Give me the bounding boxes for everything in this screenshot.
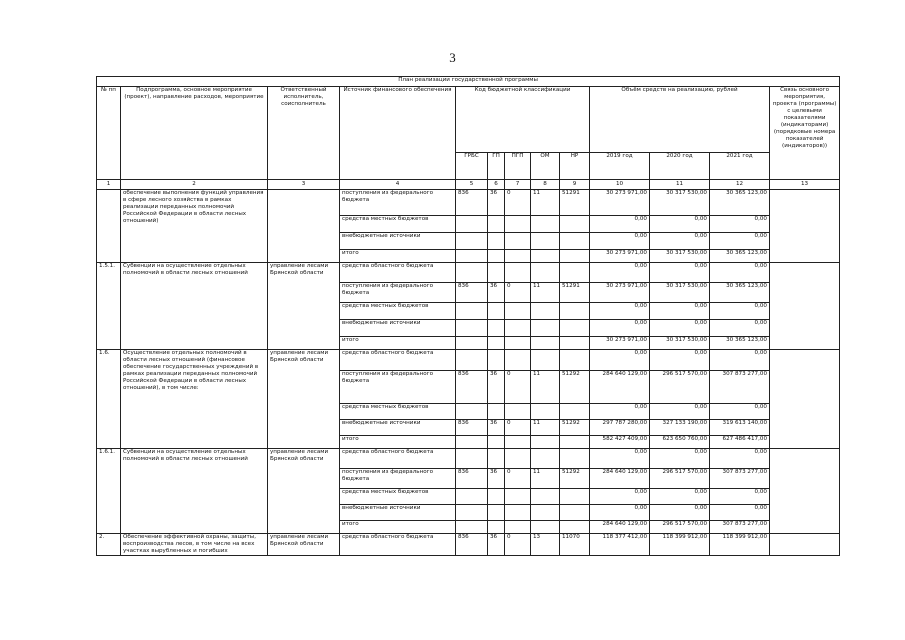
- amount-2020: 0,00: [650, 350, 710, 371]
- item-name: Обеспечение эффективной охраны, защиты, воспроизводства лесов, в том числе на всех участках вырубленных и погибших: [121, 534, 268, 556]
- amount-2019: 0,00: [590, 350, 650, 371]
- code-pgp: [505, 250, 531, 263]
- plan-table: [96, 76, 840, 556]
- amount-2019: 0,00: [590, 489, 650, 505]
- amount-2019: 284 640 129,00: [590, 371, 650, 404]
- code-gp: [488, 216, 505, 233]
- code-om: 11: [531, 469, 560, 489]
- table-body: [97, 190, 840, 556]
- table-row: [97, 263, 840, 283]
- code-gp: 36: [488, 371, 505, 404]
- amount-2019: 0,00: [590, 449, 650, 469]
- code-grbs: [456, 337, 488, 350]
- code-gp: 36: [488, 283, 505, 303]
- code-om: 11: [531, 283, 560, 303]
- amount-2020: 0,00: [650, 404, 710, 420]
- header-nr: НР: [560, 153, 590, 180]
- code-nr: [560, 216, 590, 233]
- code-grbs: [456, 303, 488, 320]
- amount-2020: 0,00: [650, 233, 710, 250]
- amount-2020: 0,00: [650, 263, 710, 283]
- column-number: 7: [505, 180, 531, 190]
- column-number: 12: [710, 180, 770, 190]
- header-gp: ГП: [488, 153, 505, 180]
- amount-2019: 118 377 412,00: [590, 534, 650, 556]
- amount-2020: 296 517 570,00: [650, 371, 710, 404]
- item-number: 1.6.: [97, 350, 121, 449]
- code-nr: [560, 436, 590, 449]
- code-om: [531, 337, 560, 350]
- code-nr: 11070: [560, 534, 590, 556]
- amount-2021: 0,00: [710, 216, 770, 233]
- code-nr: 51292: [560, 371, 590, 404]
- item-name: Осуществление отдельных полномочий в области лесных отношений (финансовое обеспечение государственных учреждений в рамках реализации переданных полномочий Российской Федерации в области лесных отношений), в том числе:: [121, 350, 268, 449]
- column-number: 6: [488, 180, 505, 190]
- funding-source: внебюджетные источники: [340, 505, 456, 521]
- column-number: 5: [456, 180, 488, 190]
- code-gp: [488, 489, 505, 505]
- amount-2021: 0,00: [710, 350, 770, 371]
- code-gp: [488, 303, 505, 320]
- item-number: [97, 190, 121, 263]
- funding-source: средства местных бюджетов: [340, 216, 456, 233]
- amount-2020: 30 317 530,00: [650, 283, 710, 303]
- amount-2019: 0,00: [590, 233, 650, 250]
- code-grbs: [456, 233, 488, 250]
- code-nr: [560, 337, 590, 350]
- code-grbs: 836: [456, 469, 488, 489]
- funding-source: поступления из федерального бюджета: [340, 190, 456, 216]
- funding-source: итого: [340, 337, 456, 350]
- code-nr: [560, 250, 590, 263]
- code-gp: 36: [488, 420, 505, 436]
- code-nr: [560, 404, 590, 420]
- code-nr: [560, 350, 590, 371]
- code-grbs: 836: [456, 420, 488, 436]
- header-om: ОМ: [531, 153, 560, 180]
- funding-source: средства областного бюджета: [340, 534, 456, 556]
- header-volume: Объём средств на реализацию, рублей: [590, 87, 770, 153]
- code-gp: [488, 350, 505, 371]
- code-om: 11: [531, 420, 560, 436]
- code-nr: 51291: [560, 283, 590, 303]
- code-gp: [488, 233, 505, 250]
- column-number: 11: [650, 180, 710, 190]
- amount-2021: 0,00: [710, 233, 770, 250]
- amount-2020: 0,00: [650, 216, 710, 233]
- amount-2020: 30 317 530,00: [650, 337, 710, 350]
- code-om: [531, 449, 560, 469]
- item-executor: управление лесами Брянской области: [268, 263, 340, 350]
- header-subprogram: Подпрограмма, основное мероприятие (проект), направление расходов, мероприятие: [121, 87, 268, 180]
- code-pgp: [505, 233, 531, 250]
- code-pgp: 0: [505, 283, 531, 303]
- code-om: [531, 263, 560, 283]
- amount-2019: 582 427 409,00: [590, 436, 650, 449]
- code-grbs: 836: [456, 283, 488, 303]
- item-executor: управление лесами Брянской области: [268, 534, 340, 556]
- code-pgp: 0: [505, 534, 531, 556]
- code-gp: [488, 449, 505, 469]
- item-indicator-link: [770, 263, 840, 350]
- funding-source: итого: [340, 436, 456, 449]
- amount-2019: 284 640 129,00: [590, 521, 650, 534]
- code-gp: 36: [488, 190, 505, 216]
- code-om: [531, 404, 560, 420]
- item-number: 1.6.1.: [97, 449, 121, 534]
- column-number: 3: [268, 180, 340, 190]
- code-om: [531, 303, 560, 320]
- funding-source: внебюджетные источники: [340, 233, 456, 250]
- funding-source: поступления из федерального бюджета: [340, 469, 456, 489]
- amount-2019: 0,00: [590, 216, 650, 233]
- code-grbs: [456, 320, 488, 337]
- code-nr: [560, 233, 590, 250]
- header-2021: 2021 год: [710, 153, 770, 180]
- amount-2021: 0,00: [710, 263, 770, 283]
- funding-source: средства местных бюджетов: [340, 404, 456, 420]
- code-om: [531, 233, 560, 250]
- code-nr: [560, 320, 590, 337]
- code-nr: 51292: [560, 469, 590, 489]
- code-grbs: 836: [456, 371, 488, 404]
- item-name: Субвенции на осуществление отдельных полномочий в области лесных отношений: [121, 263, 268, 350]
- header-source: Источник финансового обеспечения: [340, 87, 456, 180]
- code-om: [531, 350, 560, 371]
- code-gp: [488, 436, 505, 449]
- code-pgp: [505, 505, 531, 521]
- column-number: 13: [770, 180, 840, 190]
- amount-2019: 0,00: [590, 404, 650, 420]
- column-number: 1: [97, 180, 121, 190]
- amount-2020: 30 317 530,00: [650, 190, 710, 216]
- code-grbs: [456, 350, 488, 371]
- amount-2019: 30 273 971,00: [590, 250, 650, 263]
- header-2019: 2019 год: [590, 153, 650, 180]
- code-pgp: [505, 320, 531, 337]
- code-gp: [488, 320, 505, 337]
- item-executor: управление лесами Брянской области: [268, 350, 340, 449]
- code-om: [531, 505, 560, 521]
- header-2020: 2020 год: [650, 153, 710, 180]
- amount-2019: 0,00: [590, 320, 650, 337]
- amount-2020: 296 517 570,00: [650, 469, 710, 489]
- code-om: [531, 216, 560, 233]
- amount-2021: 0,00: [710, 449, 770, 469]
- code-om: 11: [531, 371, 560, 404]
- amount-2021: 307 873 277,00: [710, 521, 770, 534]
- amount-2021: 118 399 912,00: [710, 534, 770, 556]
- funding-source: поступления из федерального бюджета: [340, 371, 456, 404]
- code-gp: [488, 250, 505, 263]
- amount-2020: 0,00: [650, 489, 710, 505]
- code-pgp: [505, 521, 531, 534]
- code-gp: [488, 263, 505, 283]
- amount-2021: 319 613 140,00: [710, 420, 770, 436]
- code-om: [531, 250, 560, 263]
- funding-source: поступления из федерального бюджета: [340, 283, 456, 303]
- amount-2021: 30 365 123,00: [710, 283, 770, 303]
- code-nr: [560, 263, 590, 283]
- column-number-row: [97, 180, 840, 190]
- funding-source: итого: [340, 250, 456, 263]
- header-executor: Ответственный исполнитель, соисполнитель: [268, 87, 340, 180]
- amount-2019: 0,00: [590, 263, 650, 283]
- code-om: [531, 521, 560, 534]
- amount-2020: 0,00: [650, 449, 710, 469]
- code-pgp: [505, 350, 531, 371]
- amount-2020: 296 517 570,00: [650, 521, 710, 534]
- code-grbs: [456, 449, 488, 469]
- amount-2019: 30 273 971,00: [590, 190, 650, 216]
- amount-2020: 0,00: [650, 320, 710, 337]
- code-pgp: [505, 449, 531, 469]
- amount-2021: 0,00: [710, 505, 770, 521]
- code-nr: 51291: [560, 190, 590, 216]
- code-pgp: [505, 436, 531, 449]
- funding-source: средства местных бюджетов: [340, 489, 456, 505]
- page-number: 3: [449, 50, 456, 65]
- amount-2020: 623 650 760,00: [650, 436, 710, 449]
- item-number: 2.: [97, 534, 121, 556]
- amount-2020: 118 399 912,00: [650, 534, 710, 556]
- amount-2021: 0,00: [710, 404, 770, 420]
- table-row: [97, 350, 840, 371]
- funding-source: средства областного бюджета: [340, 350, 456, 371]
- code-nr: [560, 449, 590, 469]
- amount-2019: 0,00: [590, 303, 650, 320]
- code-grbs: [456, 404, 488, 420]
- code-gp: 36: [488, 534, 505, 556]
- amount-2020: 327 133 190,00: [650, 420, 710, 436]
- code-nr: [560, 489, 590, 505]
- item-indicator-link: [770, 350, 840, 449]
- header-budget-code: Код бюджетной классификации: [456, 87, 590, 153]
- code-gp: [488, 521, 505, 534]
- code-pgp: 0: [505, 420, 531, 436]
- code-grbs: [456, 521, 488, 534]
- funding-source: внебюджетные источники: [340, 420, 456, 436]
- column-number: 9: [560, 180, 590, 190]
- funding-source: средства областного бюджета: [340, 449, 456, 469]
- code-grbs: 836: [456, 190, 488, 216]
- column-number: 8: [531, 180, 560, 190]
- amount-2021: 0,00: [710, 320, 770, 337]
- item-name: обеспечение выполнения функций управления в сфере лесного хозяйства в рамках реализации переданных полномочий Российской Федерации в области лесных отношений): [121, 190, 268, 263]
- code-grbs: [456, 505, 488, 521]
- code-om: [531, 320, 560, 337]
- code-om: [531, 489, 560, 505]
- code-gp: [488, 505, 505, 521]
- funding-source: средства местных бюджетов: [340, 303, 456, 320]
- amount-2019: 0,00: [590, 505, 650, 521]
- code-pgp: [505, 263, 531, 283]
- code-grbs: [456, 436, 488, 449]
- header-pgp: ПГП: [505, 153, 531, 180]
- code-om: [531, 436, 560, 449]
- table-row: [97, 190, 840, 216]
- column-number: 10: [590, 180, 650, 190]
- amount-2020: 0,00: [650, 505, 710, 521]
- amount-2021: 30 365 123,00: [710, 337, 770, 350]
- code-pgp: [505, 489, 531, 505]
- code-grbs: 836: [456, 534, 488, 556]
- amount-2019: 30 273 971,00: [590, 283, 650, 303]
- amount-2020: 30 317 530,00: [650, 250, 710, 263]
- amount-2021: 627 486 417,00: [710, 436, 770, 449]
- code-gp: [488, 337, 505, 350]
- item-number: 1.5.1.: [97, 263, 121, 350]
- funding-source: итого: [340, 521, 456, 534]
- amount-2021: 30 365 123,00: [710, 190, 770, 216]
- code-nr: [560, 505, 590, 521]
- code-gp: 36: [488, 469, 505, 489]
- code-om: 13: [531, 534, 560, 556]
- amount-2021: 0,00: [710, 489, 770, 505]
- amount-2021: 0,00: [710, 303, 770, 320]
- code-pgp: [505, 303, 531, 320]
- code-om: 11: [531, 190, 560, 216]
- code-grbs: [456, 263, 488, 283]
- amount-2019: 297 787 280,00: [590, 420, 650, 436]
- column-number: 4: [340, 180, 456, 190]
- code-pgp: 0: [505, 469, 531, 489]
- funding-source: внебюджетные источники: [340, 320, 456, 337]
- code-grbs: [456, 216, 488, 233]
- item-indicator-link: [770, 449, 840, 534]
- table-row: [97, 449, 840, 469]
- header-link: Связь основного мероприятия, проекта (программы) с целевыми показателями (индикаторами) (порядковые номера показателей (индикаторов)): [770, 87, 840, 180]
- amount-2021: 307 873 277,00: [710, 371, 770, 404]
- code-pgp: [505, 404, 531, 420]
- column-number: 2: [121, 180, 268, 190]
- code-pgp: [505, 337, 531, 350]
- funding-source: средства областного бюджета: [340, 263, 456, 283]
- header-num: № пп: [97, 87, 121, 180]
- item-indicator-link: [770, 534, 840, 556]
- amount-2019: 284 640 129,00: [590, 469, 650, 489]
- code-grbs: [456, 489, 488, 505]
- code-nr: [560, 303, 590, 320]
- amount-2020: 0,00: [650, 303, 710, 320]
- table-title: План реализации государственной программы: [97, 77, 840, 87]
- item-executor: [268, 190, 340, 263]
- amount-2021: 30 365 123,00: [710, 250, 770, 263]
- item-name: Субвенции на осуществление отдельных полномочий в области лесных отношений: [121, 449, 268, 534]
- item-executor: управление лесами Брянской области: [268, 449, 340, 534]
- amount-2021: 307 873 277,00: [710, 469, 770, 489]
- code-gp: [488, 404, 505, 420]
- amount-2019: 30 273 971,00: [590, 337, 650, 350]
- code-nr: 51292: [560, 420, 590, 436]
- code-grbs: [456, 250, 488, 263]
- code-pgp: [505, 216, 531, 233]
- code-pgp: 0: [505, 371, 531, 404]
- item-indicator-link: [770, 190, 840, 263]
- table-row: [97, 534, 840, 556]
- header-grbs: ГРБС: [456, 153, 488, 180]
- code-nr: [560, 521, 590, 534]
- code-pgp: 0: [505, 190, 531, 216]
